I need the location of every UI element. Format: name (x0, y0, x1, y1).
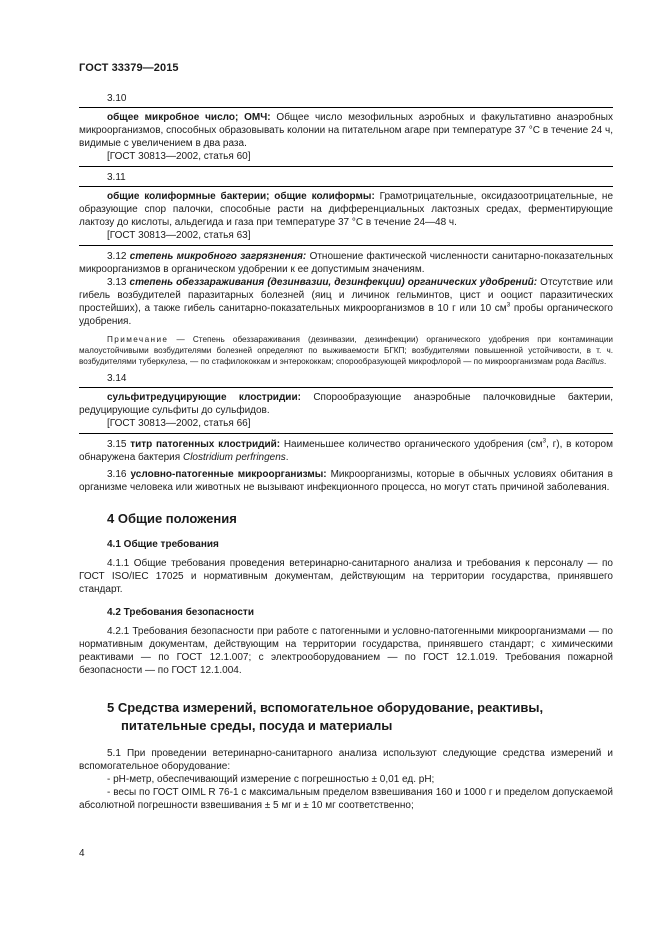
definition-box-3-14 (79, 387, 613, 434)
term: сульфитредуцирующие клостридии: (107, 392, 301, 403)
term: общее микробное число; ОМЧ: (107, 112, 271, 123)
definition: Спорообразующие анаэробные палочковидные бактерии, редуцирующие сульфиты до сульфидов. (79, 392, 613, 416)
entry-number: 3.15 (107, 439, 127, 450)
definition-end: пробы органического удобрения. (79, 303, 613, 327)
definition: Отсутствие или гибель возбудителей паразитарных болезней (яиц и личинок гельминтов, цист и ооцист паразитических простейших), а также гибель санитарно-показательных микроорганизмов в 10 г или 10 см (79, 277, 613, 314)
section-heading-4: 4 Общие положения (107, 511, 237, 526)
term: степень микробного загрязнения: (129, 251, 307, 262)
list-item: - рН-метр, обеспечивающий измерение с погрешностью ± 0,01 ед. рН; (107, 774, 435, 785)
entry-3-12 (79, 250, 613, 276)
term: титр патогенных клостридий: (130, 439, 281, 450)
source-reference: [ГОСТ 30813—2002, статья 60] (107, 151, 251, 162)
entry-number: 3.13 (107, 277, 127, 288)
note-end: . (603, 357, 607, 366)
definition-end: . (285, 452, 289, 463)
entry-number: 3.11 (107, 172, 126, 183)
paragraph-4-1-1: 4.1.1 Общие требования проведения ветеринарно-санитарного анализа и требования к персоналу — по ГОСТ ISO/IEC 17025 и нормативным документам, действующим на территории государства, принявшего стандарт. (79, 558, 613, 595)
definition: Отношение фактической численности санитарно-показательных микроорганизмов в органическом удобрении к ее допустимым значениям. (79, 251, 614, 275)
document-header: ГОСТ 33379—2015 (79, 62, 179, 74)
superscript: 3 (542, 437, 547, 445)
subsection-heading-4-1: 4.1 Общие требования (107, 539, 219, 550)
page-number: 4 (79, 848, 85, 859)
entry-3-16 (79, 468, 613, 494)
genus-name: Bacillus (575, 357, 604, 366)
source-reference: [ГОСТ 30813—2002, статья 63] (107, 230, 251, 241)
note-label: Примечание (107, 335, 169, 344)
term: степень обеззараживания (дезинвазии, дезинфекции) органических удобрений: (129, 277, 538, 288)
definition-text (79, 111, 613, 150)
entry-number: 3.16 (107, 469, 127, 480)
entry-3-13 (79, 276, 613, 328)
subsection-heading-4-2: 4.2 Требования безопасности (107, 607, 254, 618)
definition: Грамотрицательные, оксидазоотрицательные, не образующие спор палочки, способные расти на дифференциальных лактозных средах, ферментирующие лактозу до кислоты, альдегида и газа при температуре 37 °С в течение 24—48 ч. (79, 191, 614, 228)
species-name: Clostridium perfringens (182, 452, 286, 463)
definition-text (79, 190, 613, 229)
superscript: 3 (506, 301, 511, 309)
definition-box-3-11 (79, 186, 613, 246)
note-text: — Степень обеззараживания (дезинвазии, дезинфекции) органического удобрения при контаминации малоустойчивыми возбудителями болезней определяют по выживаемости БГКП; возбудителями повышенной устойчивости, в т. ч. возбудителями туберкулеза, — по стафилококкам и энтерококкам; спорообразующей микрофлорой — по микроорганизмам рода (79, 335, 613, 366)
section-heading-line-2: питательные среды, посуда и материалы (121, 718, 393, 733)
definition-text (79, 391, 613, 417)
entry-number: 3.12 (107, 251, 127, 262)
note (79, 334, 613, 367)
page-content (79, 92, 613, 812)
paragraph-5-1: 5.1 При проведении ветеринарно-санитарного анализа используют следующие средства измерений и вспомогательное оборудование: (79, 748, 613, 772)
section-heading-5 (107, 699, 613, 735)
definition-middle: , г), в котором обнаружена бактерия (79, 439, 613, 463)
paragraph-4-2-1: 4.2.1 Требования безопасности при работе с патогенными и условно-патогенными микроорганизмами — по нормативным документам, действующим на территории государства, принявшего стандарт; с химическими реактивами — по ГОСТ 12.1.007; с электрооборудованием — по ГОСТ 12.1.019. Требования пожарной безопасности — по ГОСТ 12.1.004. (79, 626, 613, 676)
definition: Общее число мезофильных аэробных и факультативно анаэробных микроорганизмов, способных образовывать колонии на питательном агаре при температуре 37 °С в течение 24 ч, видимые с увеличением в два раза. (79, 112, 613, 149)
source-reference: [ГОСТ 30813—2002, статья 66] (107, 418, 251, 429)
entry-number: 3.14 (107, 373, 127, 384)
entry-number: 3.10 (107, 93, 127, 104)
definition: Наименьшее количество органического удобрения (см (280, 439, 543, 450)
definition-box-3-10 (79, 107, 613, 167)
term: общие колиформные бактерии; общие колиформы: (107, 191, 375, 202)
term: условно-патогенные микроорганизмы: (130, 469, 327, 480)
section-heading-line-1: 5 Средства измерений, вспомогательное оборудование, реактивы, (107, 700, 544, 715)
definition: Микроорганизмы, которые в обычных условиях обитания в организме человека или животных не вызывают инфекционного процесса, но могут стать причиной заболевания. (79, 469, 613, 493)
entry-3-15 (79, 438, 613, 464)
list-item: - весы по ГОСТ OIML R 76-1 с максимальным пределом взвешивания 160 и 1000 г и пределом допускаемой абсолютной погрешности взвешивания ± 5 мг и ± 10 мг соответственно; (79, 787, 613, 811)
